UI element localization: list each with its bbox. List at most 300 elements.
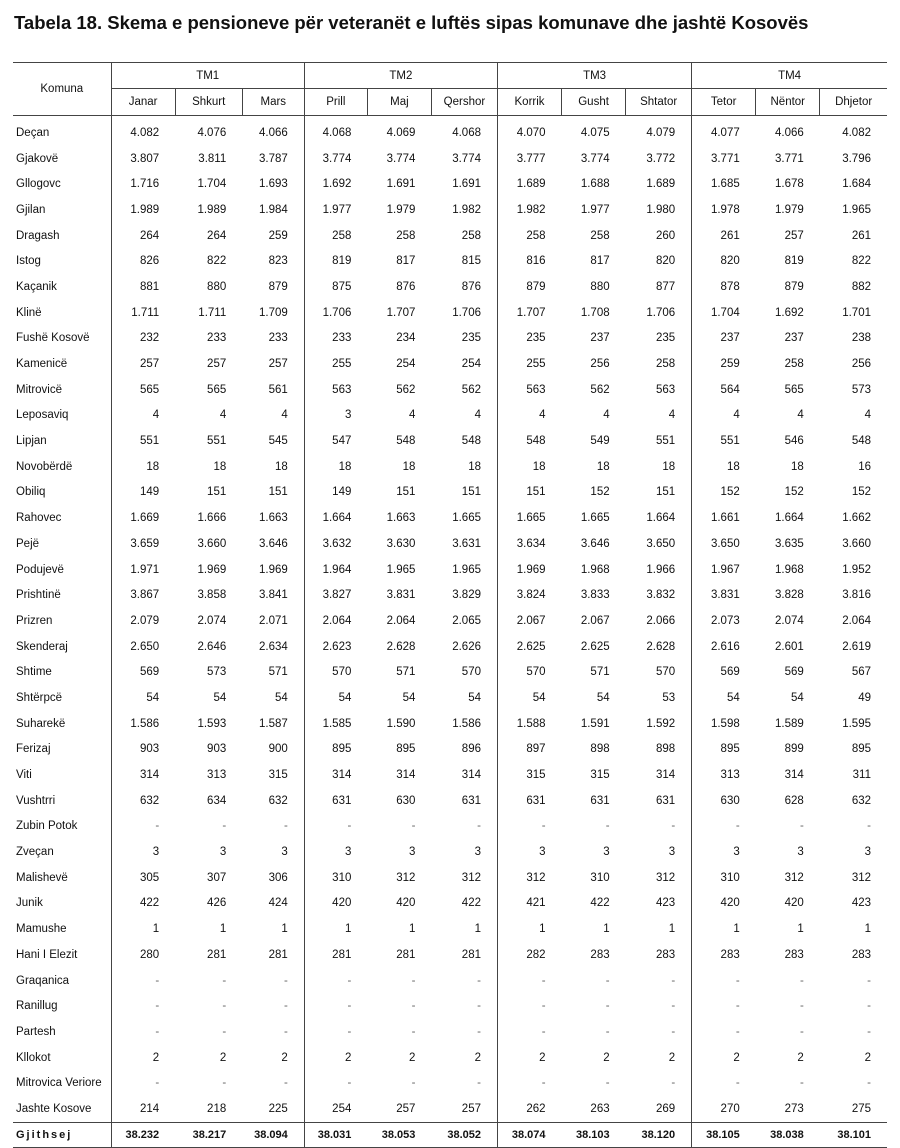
table-cell: 880 [207, 280, 227, 293]
table-cell: 3.807 [111, 146, 175, 172]
municipality-name: Vushtrri [16, 794, 56, 807]
municipality-name: Podujevë [16, 563, 64, 576]
table-row [13, 865, 887, 891]
table-cell: 283 [851, 948, 871, 961]
table-cell: 237 [692, 326, 756, 352]
table-row [13, 116, 887, 146]
table-cell: - [283, 1025, 288, 1038]
table-cell: 281 [396, 948, 416, 961]
table-cell: - [497, 968, 561, 994]
table-cell: 4.076 [197, 126, 227, 139]
table-cell: - [111, 1019, 175, 1045]
municipality-name: Fushë Kosovë [16, 332, 90, 345]
table-cell: 4.079 [646, 126, 676, 139]
table-cell: 545 [268, 435, 288, 448]
table-row [13, 814, 887, 840]
table-cell: 563 [655, 383, 676, 396]
table-cell: - [799, 1000, 804, 1013]
table-cell: 2.067 [580, 614, 610, 627]
table-cell: 4 [668, 409, 676, 422]
table-cell: 38.217 [175, 1122, 242, 1147]
table-cell: 38.101 [820, 1122, 887, 1147]
table-row [13, 788, 887, 814]
table-cell: 312 [784, 871, 804, 884]
table-cell: 903 [111, 737, 175, 763]
table-cell: 3.631 [452, 537, 481, 550]
table-cell: 1.978 [692, 197, 756, 223]
table-cell: 3 [603, 846, 610, 859]
table-cell: 3.646 [259, 537, 288, 550]
table-cell: 3.774 [304, 146, 367, 172]
municipality-name: Jashte Kosove [16, 1102, 92, 1115]
header-quarter-tm1: TM1 [111, 63, 304, 89]
table-cell: 4.070 [497, 116, 561, 146]
municipality-name: Kamenicë [16, 358, 68, 371]
table-cell: 882 [851, 280, 871, 293]
table-cell: 820 [655, 255, 676, 268]
table-cell: 551 [111, 428, 175, 454]
table-cell: 237 [590, 332, 610, 345]
table-cell: - [799, 974, 804, 987]
table-cell: 563 [304, 377, 367, 403]
table-cell: - [671, 1000, 676, 1013]
table-cell: 283 [692, 942, 756, 968]
table-cell: 1.688 [580, 178, 610, 191]
table-cell: 4.082 [842, 126, 871, 139]
table-header [13, 63, 887, 116]
table-cell: 262 [497, 1096, 561, 1122]
table-cell: 573 [207, 666, 227, 679]
table-cell: 878 [692, 274, 756, 300]
pension-table [13, 62, 887, 1148]
table-cell: 1.701 [842, 306, 871, 319]
table-cell: 1.585 [304, 711, 367, 737]
table-cell: 1.663 [386, 512, 416, 525]
table-cell: 235 [655, 332, 676, 345]
table-cell: - [411, 1077, 416, 1090]
table-cell: 3.630 [386, 537, 416, 550]
table-cell: 822 [851, 255, 871, 268]
table-cell: 3.828 [775, 589, 804, 602]
table-cell: 3.632 [304, 531, 367, 557]
municipality-name: Ferizaj [16, 743, 51, 756]
table-cell: 1.977 [580, 203, 610, 216]
table-cell: 2.071 [259, 614, 288, 627]
table-cell: 4.082 [111, 116, 175, 146]
table-cell: 561 [268, 383, 288, 396]
table-row [13, 557, 887, 583]
table-cell: 4.075 [580, 126, 610, 139]
table-cell: 261 [692, 223, 756, 249]
table-cell: 3.774 [580, 152, 610, 165]
table-row [13, 403, 887, 429]
table-cell: 315 [590, 769, 610, 782]
table-cell: 1.964 [304, 557, 367, 583]
table-cell: 3.777 [497, 146, 561, 172]
table-cell: 895 [396, 743, 416, 756]
table-cell: 1.982 [497, 197, 561, 223]
table-cell: 820 [692, 248, 756, 274]
table-cell: 3.650 [692, 531, 756, 557]
table-cell: 3 [409, 846, 416, 859]
municipality-name: Mitrovica Veriore [16, 1077, 102, 1090]
municipality-name: Leposaviq [16, 409, 69, 422]
table-cell: 422 [590, 897, 610, 910]
table-cell: 312 [461, 871, 481, 884]
table-cell: 822 [207, 255, 227, 268]
table-cell: 628 [784, 794, 804, 807]
municipality-name: Gllogovc [16, 178, 61, 191]
table-cell: 235 [461, 332, 481, 345]
table-cell: 2.064 [304, 608, 367, 634]
table-cell: 3.831 [386, 589, 416, 602]
table-cell: 875 [304, 274, 367, 300]
table-cell: 570 [304, 659, 367, 685]
table-cell: 896 [461, 743, 481, 756]
table-cell: 151 [268, 486, 288, 499]
table-cell: - [671, 1077, 676, 1090]
table-cell: 571 [396, 666, 416, 679]
table-cell: 2 [474, 1051, 481, 1064]
table-cell: - [111, 968, 175, 994]
table-cell: 551 [207, 435, 227, 448]
table-cell: 569 [784, 666, 804, 679]
table-cell: - [692, 1070, 756, 1096]
table-cell: 1.691 [452, 178, 481, 191]
table-cell: 270 [692, 1096, 756, 1122]
table-cell: 257 [268, 358, 288, 371]
header-month: Shkurt [175, 89, 242, 116]
municipality-name: Viti [16, 769, 32, 782]
table-cell: 548 [497, 428, 561, 454]
table-cell: 152 [784, 486, 804, 499]
table-cell: 3.646 [580, 537, 610, 550]
table-cell: 548 [396, 435, 416, 448]
table-cell: 314 [655, 769, 676, 782]
table-cell: 565 [207, 383, 227, 396]
table-cell: 420 [692, 891, 756, 917]
table-cell: - [222, 820, 227, 833]
table-cell: 3 [864, 846, 871, 859]
table-cell: 570 [655, 666, 676, 679]
table-cell: - [605, 1025, 610, 1038]
table-cell: 631 [655, 794, 676, 807]
table-cell: 4 [474, 409, 481, 422]
table-cell: 258 [590, 229, 610, 242]
table-row [13, 1096, 887, 1122]
table-cell: 2.628 [646, 640, 676, 653]
municipality-name: Istog [16, 255, 41, 268]
table-cell: 630 [692, 788, 756, 814]
table-cell: 899 [784, 743, 804, 756]
header-month: Prill [304, 89, 367, 116]
table-cell: 238 [851, 332, 871, 345]
table-cell: 282 [497, 942, 561, 968]
table-cell: 3.787 [259, 152, 288, 165]
table-cell: - [867, 974, 871, 987]
table-cell: 1.984 [259, 203, 288, 216]
table-cell: 1.711 [111, 300, 175, 326]
table-cell: 1 [111, 916, 175, 942]
table-cell: 152 [590, 486, 610, 499]
table-cell: 4 [692, 403, 756, 429]
municipality-name: Malishevë [16, 871, 68, 884]
table-cell: 632 [851, 794, 871, 807]
table-cell: 38.232 [111, 1122, 175, 1147]
table-cell: 1.980 [646, 203, 676, 216]
table-cell: 258 [497, 223, 561, 249]
table-cell: 306 [268, 871, 288, 884]
table-cell: 254 [304, 1096, 367, 1122]
table-cell: - [867, 1000, 871, 1013]
table-cell: 3.659 [111, 531, 175, 557]
table-cell: 151 [396, 486, 416, 499]
header-month: Janar [111, 89, 175, 116]
table-cell: 18 [596, 460, 610, 473]
header-quarter-tm4: TM4 [692, 63, 887, 89]
table-cell: 16 [858, 460, 871, 473]
table-cell: 54 [213, 691, 227, 704]
table-cell: 1.969 [197, 563, 227, 576]
table-cell: - [605, 820, 610, 833]
table-cell: 2.067 [497, 608, 561, 634]
table-cell: 152 [851, 486, 871, 499]
table-cell: 1.678 [775, 178, 804, 191]
table-cell: 1.589 [775, 717, 804, 730]
table-row [13, 685, 887, 711]
header-month: Gusht [562, 89, 626, 116]
table-cell: 1 [497, 916, 561, 942]
table-cell: 38.052 [431, 1122, 497, 1147]
table-cell: 314 [111, 762, 175, 788]
municipality-name: Partesh [16, 1025, 56, 1038]
table-cell: 258 [655, 358, 676, 371]
table-cell: 1.586 [452, 717, 481, 730]
table-cell: 264 [111, 223, 175, 249]
table-row [13, 993, 887, 1019]
header-month: Maj [367, 89, 431, 116]
table-cell: 54 [275, 691, 288, 704]
table-cell: 233 [268, 332, 288, 345]
table-cell: - [222, 1025, 227, 1038]
table-cell: - [867, 1025, 871, 1038]
table-cell: 3.816 [842, 589, 871, 602]
table-row [13, 223, 887, 249]
table-cell: 2.619 [842, 640, 871, 653]
table-cell: - [283, 820, 288, 833]
table-cell: 420 [304, 891, 367, 917]
table-cell: 2 [219, 1051, 227, 1064]
table-cell: 551 [692, 428, 756, 454]
table-cell: 3 [497, 839, 561, 865]
municipality-name: Obiliq [16, 486, 46, 499]
table-cell: 257 [111, 351, 175, 377]
table-cell: 879 [268, 280, 288, 293]
table-cell: 254 [461, 358, 481, 371]
table-cell: 2 [692, 1045, 756, 1071]
table-row [13, 762, 887, 788]
table-cell: 38.038 [756, 1122, 820, 1147]
table-cell: 634 [207, 794, 227, 807]
table-cell: 2.634 [259, 640, 288, 653]
table-cell: 571 [590, 666, 610, 679]
table-cell: 263 [590, 1102, 610, 1115]
header-month: Korrik [497, 89, 561, 116]
table-cell: 895 [692, 737, 756, 763]
municipality-name: Suharekë [16, 717, 66, 730]
table-row [13, 839, 887, 865]
table-cell: 1.969 [259, 563, 288, 576]
table-cell: 1 [409, 923, 416, 936]
table-cell: - [222, 1077, 227, 1090]
table-cell: 1.971 [111, 557, 175, 583]
table-cell: 307 [207, 871, 227, 884]
table-cell: - [411, 820, 416, 833]
table-cell: 420 [396, 897, 416, 910]
table-cell: 257 [207, 358, 227, 371]
table-cell: 234 [396, 332, 416, 345]
table-cell: 2 [281, 1051, 288, 1064]
table-cell: 4.066 [259, 126, 288, 139]
table-cell: 314 [304, 762, 367, 788]
header-quarter-tm3: TM3 [497, 63, 691, 89]
table-cell: 312 [851, 871, 871, 884]
table-cell: - [867, 820, 871, 833]
table-cell: 283 [784, 948, 804, 961]
table-cell: 256 [590, 358, 610, 371]
table-cell: 1.704 [692, 300, 756, 326]
table-cell: 4.077 [692, 116, 756, 146]
table-cell: 3.660 [842, 537, 871, 550]
table-cell: 567 [851, 666, 871, 679]
table-cell: 1.716 [111, 171, 175, 197]
table-cell: 38.105 [692, 1122, 756, 1147]
table-cell: 4 [409, 409, 416, 422]
table-cell: 898 [655, 743, 676, 756]
table-cell: - [799, 820, 804, 833]
table-cell: 879 [784, 280, 804, 293]
table-cell: 151 [497, 480, 561, 506]
table-cell: 259 [268, 229, 288, 242]
header-month: Qershor [431, 89, 497, 116]
table-cell: 3.832 [646, 589, 676, 602]
municipality-name: Hani I Elezit [16, 948, 78, 961]
table-cell: - [283, 974, 288, 987]
table-cell: 18 [497, 454, 561, 480]
table-cell: 3.811 [198, 152, 227, 165]
table-cell: 1.664 [775, 512, 804, 525]
table-cell: 1.590 [386, 717, 416, 730]
table-row [13, 505, 887, 531]
table-cell: 38.094 [242, 1122, 304, 1147]
table-cell: 423 [851, 897, 871, 910]
table-cell: 310 [692, 865, 756, 891]
table-cell: 3 [304, 839, 367, 865]
table-cell: 255 [497, 351, 561, 377]
table-cell: 18 [402, 460, 416, 473]
table-cell: 562 [590, 383, 610, 396]
table-cell: 563 [497, 377, 561, 403]
table-cell: 2.626 [452, 640, 481, 653]
table-cell: 313 [692, 762, 756, 788]
table-cell: - [477, 1077, 481, 1090]
table-cell: 53 [662, 691, 676, 704]
table-cell: 3 [219, 846, 227, 859]
table-cell: 3 [797, 846, 804, 859]
table-cell: 1.706 [452, 306, 481, 319]
table-cell: - [497, 814, 561, 840]
table-cell: 3 [474, 846, 481, 859]
table-cell: 152 [692, 480, 756, 506]
table-cell: 312 [655, 871, 676, 884]
table-cell: 426 [207, 897, 227, 910]
table-cell: 1.979 [386, 203, 416, 216]
table-cell: - [692, 1019, 756, 1045]
table-cell: 631 [497, 788, 561, 814]
table-cell: 264 [207, 229, 227, 242]
table-cell: 1.664 [304, 505, 367, 531]
table-cell: 1.982 [452, 203, 481, 216]
table-cell: 273 [784, 1102, 804, 1115]
table-cell: 898 [590, 743, 610, 756]
table-cell: - [304, 1019, 367, 1045]
table-cell: 1.965 [386, 563, 416, 576]
table-cell: 3.867 [111, 582, 175, 608]
table-cell: 3.771 [692, 146, 756, 172]
table-cell: 817 [590, 255, 610, 268]
table-cell: 261 [851, 229, 871, 242]
table-cell: 310 [590, 871, 610, 884]
table-cell: 565 [784, 383, 804, 396]
table-cell: 423 [655, 897, 676, 910]
table-cell: 54 [468, 691, 481, 704]
table-cell: 1 [219, 923, 227, 936]
table-cell: 18 [275, 460, 288, 473]
table-cell: 2.625 [580, 640, 610, 653]
table-cell: 548 [461, 435, 481, 448]
table-cell: - [497, 1070, 561, 1096]
table-cell: 815 [461, 255, 481, 268]
table-cell: 3 [692, 839, 756, 865]
table-cell: 879 [497, 274, 561, 300]
table-cell: 38.074 [497, 1122, 561, 1147]
table-cell: 1 [797, 923, 804, 936]
table-cell: 1 [692, 916, 756, 942]
table-cell: 2.066 [646, 614, 676, 627]
table-cell: 151 [207, 486, 227, 499]
table-cell: 1.691 [386, 178, 416, 191]
table-cell: 257 [461, 1102, 481, 1115]
table-cell: 1.588 [497, 711, 561, 737]
municipality-name: Kllokot [16, 1051, 51, 1064]
municipality-name: Novobërdë [16, 460, 73, 473]
municipality-name: Shtime [16, 666, 52, 679]
municipality-name: Prizren [16, 614, 53, 627]
table-cell: 283 [590, 948, 610, 961]
table-cell: - [304, 1070, 367, 1096]
table-cell: 233 [207, 332, 227, 345]
table-cell: 2.064 [842, 614, 871, 627]
table-cell: 260 [655, 229, 676, 242]
table-cell: 1 [304, 916, 367, 942]
table-cell: 18 [662, 460, 676, 473]
table-cell: 2.616 [692, 634, 756, 660]
table-cell: 1.587 [259, 717, 288, 730]
table-row [13, 274, 887, 300]
table-cell: - [497, 1019, 561, 1045]
table-cell: 1.662 [842, 512, 871, 525]
table-cell: - [477, 820, 481, 833]
